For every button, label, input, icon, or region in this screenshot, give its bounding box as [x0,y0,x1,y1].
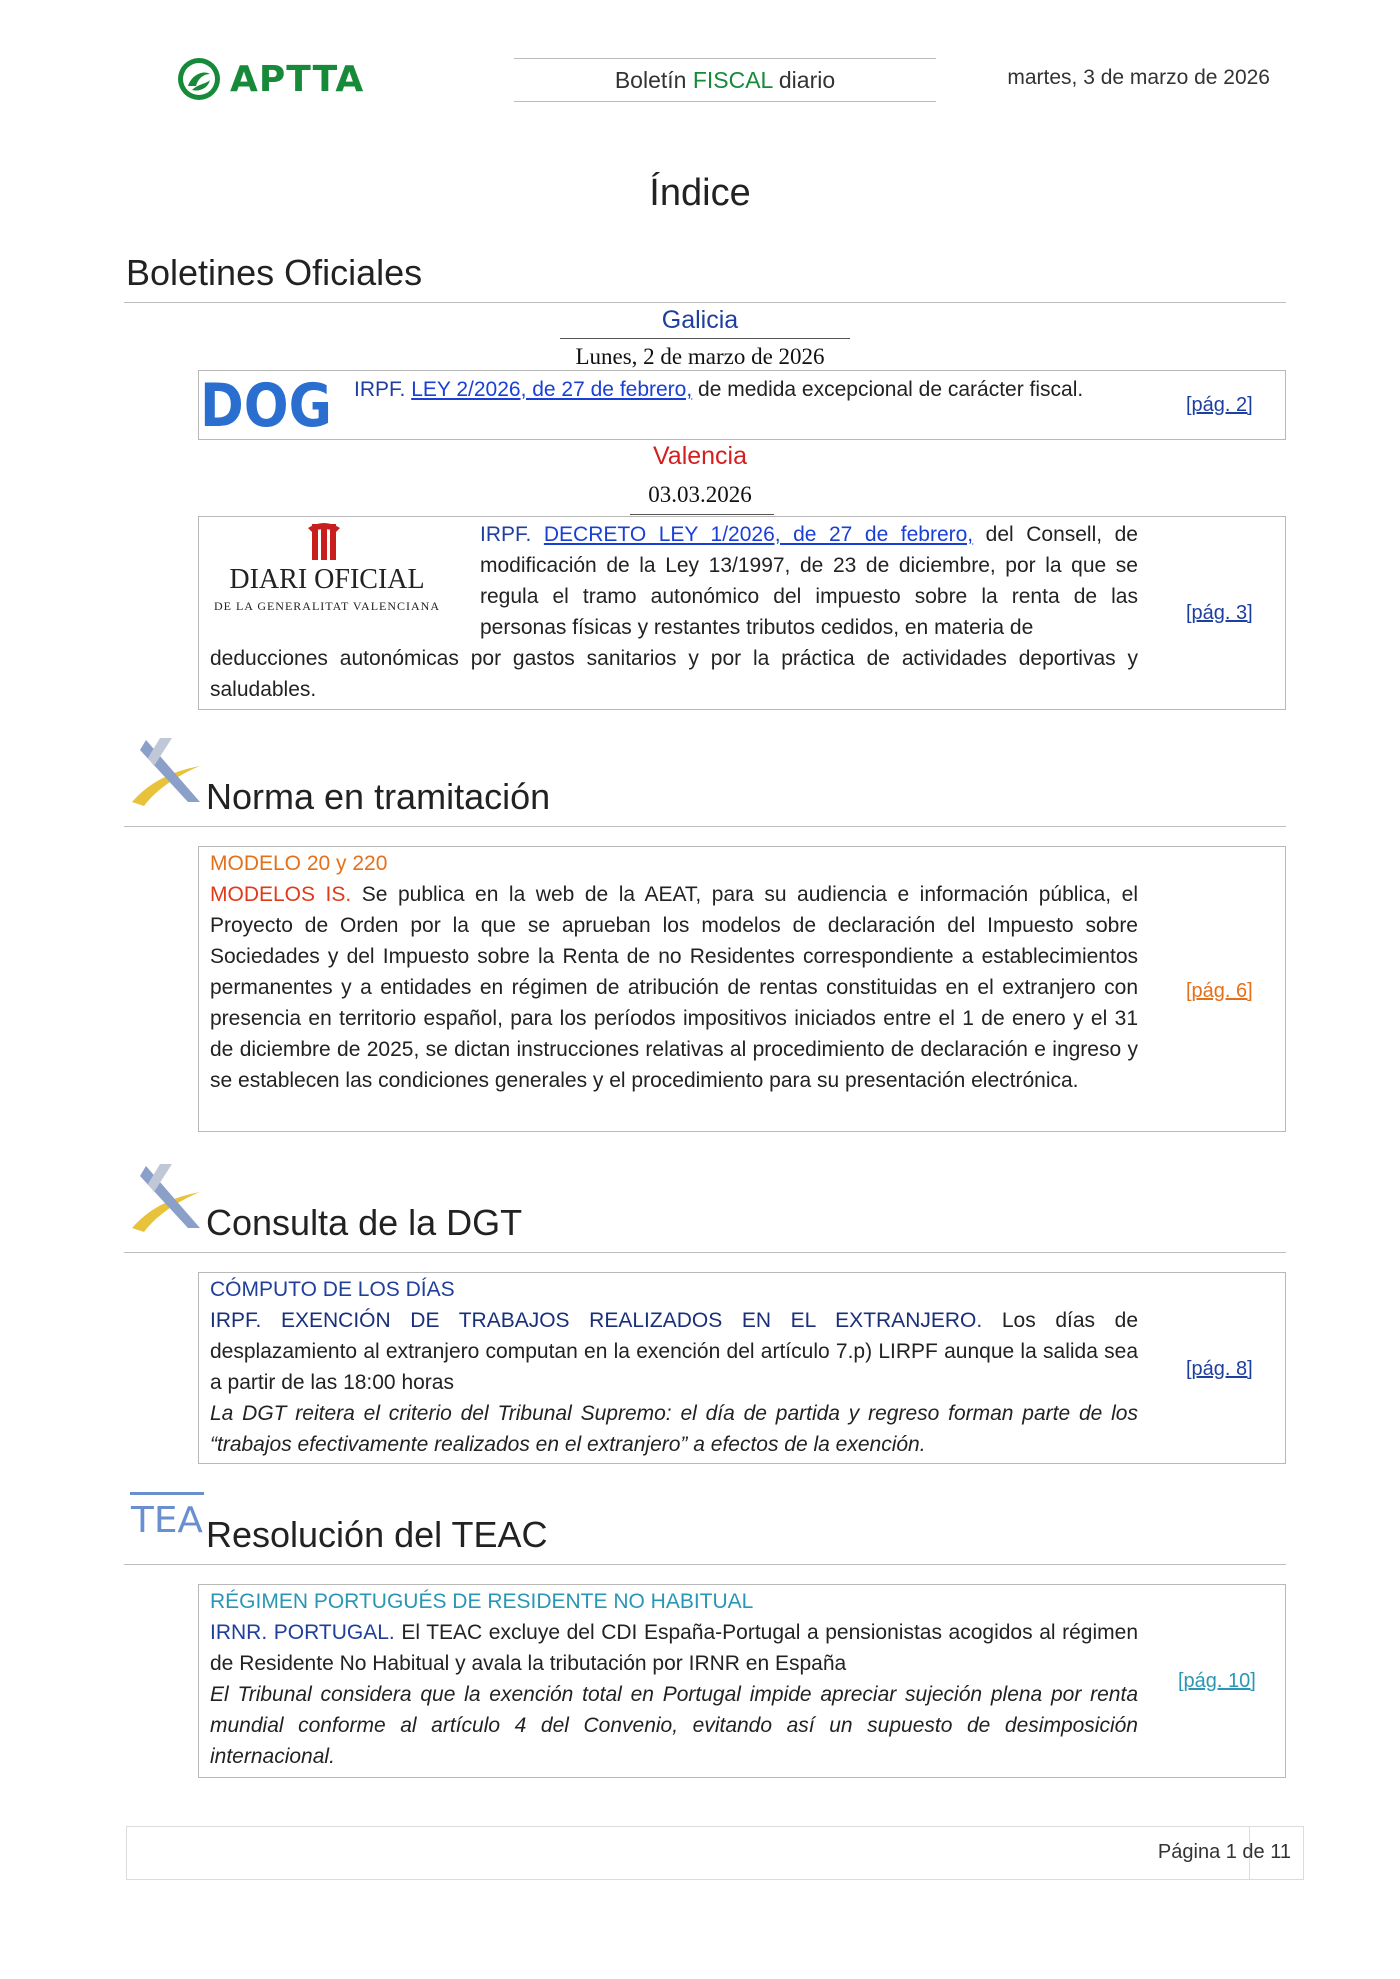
entry-italic-summary: El Tribunal considera que la exención total en Portugal impide apreciar sujeción plena por renta mundial conforme al artículo 4 del Convenio, evitando así un supuesto de desimposición internacional. [210,1683,1138,1768]
region-galicia: Galicia [661,306,739,334]
entry-lead: MODELOS IS. [210,883,352,906]
page-link-2[interactable]: [pág. 2] [1186,394,1253,416]
entry-italic-summary: La DGT reitera el criterio del Tribunal Supremo: el día de partida y regreso forman parte de los “trabajos efectivamente realizados en el extranjero” a efectos de la exención. [210,1402,1138,1456]
entry-text-body: El TEAC excluye del CDI España-Portugal a pensionistas acogidos al régimen de Residente No Habitual y avala la tributación por IRNR en España [210,1621,1138,1675]
bulletin-title [514,58,936,102]
title-pre: Boletín [614,67,693,93]
decreto-ley-1-2026-link[interactable]: DECRETO LEY 1/2026, de 27 de febrero, [543,523,974,546]
header-date: martes, 3 de marzo de 2026 [1007,66,1270,89]
page-link-8[interactable]: [pág. 8] [1186,1358,1253,1380]
tax-label: IRPF. [480,523,532,546]
title-fiscal: FISCAL [692,67,773,93]
logo-line1: DIARI OFICIAL [229,564,425,595]
entry-teac-text [210,1586,1138,1772]
section-title-norma: Norma en tramitación [206,776,551,817]
section-divider [124,302,1286,303]
entry-text-body: del Consell, de modificación de la Ley 13/1997, de 23 de diciembre, por la que se regula el tramo autonómico del impuesto sobre la renta de las personas físicas y restantes tributos cedidos, en materia de [480,523,1138,639]
galicia-date: Lunes, 2 de marzo de 2026 [575,344,825,369]
valencia-date: 03.03.2026 [648,482,752,507]
entry-galicia-text [354,374,1138,405]
tea-icon-text: TEA [129,1500,204,1541]
section-divider [124,1252,1286,1253]
entry-category: MODELO 20 y 220 [210,852,388,875]
aeat-logo-icon [126,736,204,808]
section-title-boletines: Boletines Oficiales [126,252,423,293]
page-footer [126,1826,1304,1880]
tea-logo-icon [129,1492,204,1541]
page-link-10[interactable]: [pág. 10] [1178,1670,1256,1692]
entry-norma-text [210,848,1138,1096]
tax-label: IRPF. [354,378,406,401]
page-number: Página 1 de 11 [1157,1841,1291,1863]
logo-line2: DE LA GENERALITAT VALENCIANA [213,599,441,613]
entry-lead: IRNR. PORTUGAL. [210,1621,395,1644]
region-underline [560,338,850,339]
section-divider [124,1564,1286,1565]
page-link-6[interactable]: [pág. 6] [1186,980,1253,1002]
generalitat-crest-icon [308,523,340,560]
entry-text-body: Los días de desplazamiento al extranjero computan en la exención del artículo 7.p) LIRPF aunque la salida sea a partir de las 18:00 horas [210,1309,1138,1394]
entry-category: RÉGIMEN PORTUGUÉS DE RESIDENTE NO HABITUAL [210,1590,754,1613]
aptta-logo [176,56,394,102]
entry-valencia-text-cont: deducciones autonómicas por gastos sanitarios y por la práctica de actividades deportivas y saludables. [210,647,1138,701]
section-title-teac: Resolución del TEAC [206,1514,548,1555]
ley-2-2026-link[interactable]: LEY 2/2026, de 27 de febrero, [411,378,693,401]
logo-text: APTTA [230,58,365,100]
diari-oficial-logo [196,522,458,618]
title-post: diario [772,67,836,93]
entry-text-body: Se publica en la web de la AEAT, para su audiencia e información pública, el Proyecto de Orden por la que se aprueban los modelos de declaración del Impuesto sobre Sociedades y del Impuesto sobre la Renta de no Residentes correspondiente a establecimientos permanentes y a entidades en régimen de atribución de rentas constituidas en el extranjero con presencia en territorio español, para los períodos impositivos iniciados entre el 1 de enero y el 31 de diciembre de 2025, se dictan instrucciones relativas al procedimiento de declaración e ingreso y se establecen las condiciones generales y el procedimiento para su presentación electrónica. [210,883,1139,1092]
index-title: Índice [649,172,751,214]
entry-text-body: de medida excepcional de carácter fiscal. [692,378,1084,401]
aeat-logo-icon [126,1162,204,1234]
entry-valencia-text [480,519,1138,643]
entry-lead: IRPF. EXENCIÓN DE TRABAJOS REALIZADOS EN EL EXTRANJERO. [210,1309,983,1332]
date-underline [630,514,774,515]
entry-consulta-text [210,1274,1138,1460]
aptta-emblem-icon [176,56,222,102]
section-divider [124,826,1286,827]
section-title-consulta: Consulta de la DGT [206,1202,523,1243]
entry-category: CÓMPUTO DE LOS DÍAS [210,1278,455,1301]
dog-logo-text: DOG [200,371,332,441]
region-valencia: Valencia [652,442,748,470]
dog-logo [200,371,334,441]
page-link-3[interactable]: [pág. 3] [1186,602,1253,624]
